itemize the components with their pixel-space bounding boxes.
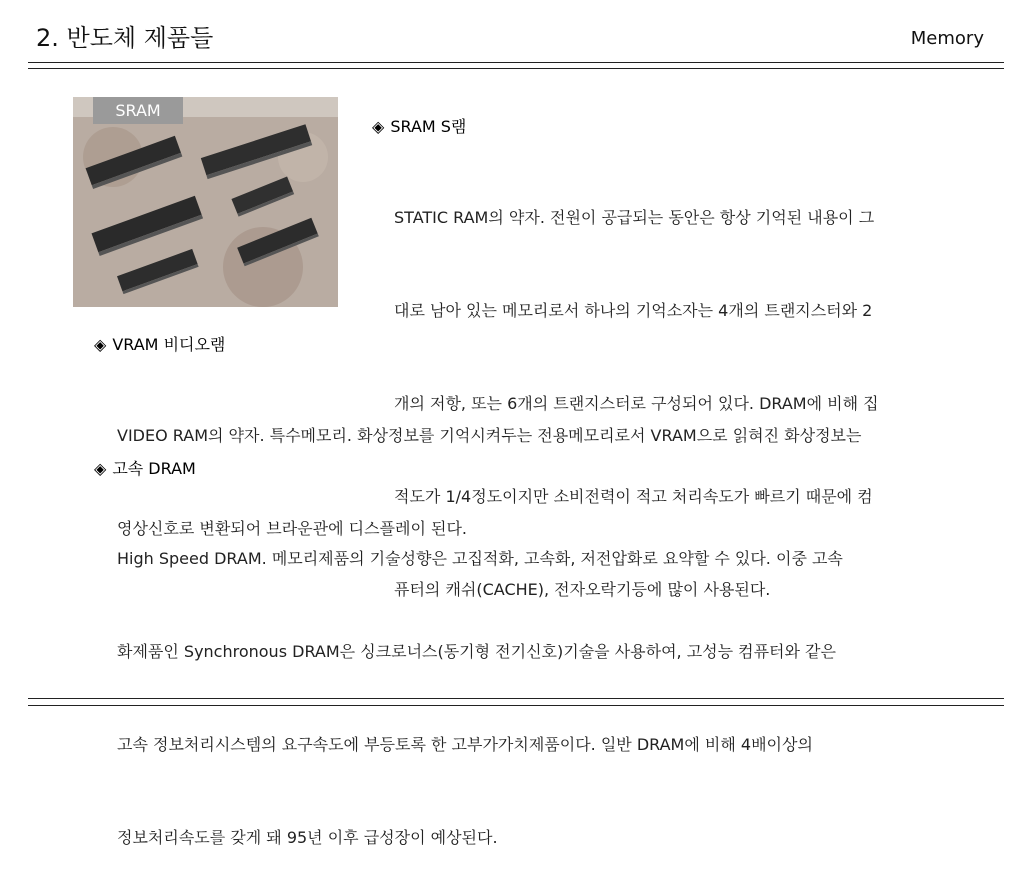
vram-title: VRAM 비디오램	[112, 335, 226, 354]
sram-chip-photo	[73, 97, 338, 307]
diamond-bullet-icon: ◈	[94, 335, 107, 354]
top-divider	[28, 62, 1004, 63]
text-line: 적도가 1/4정도이지만 소비전력이 적고 처리속도가 빠르기 때문에 컴	[394, 487, 873, 506]
diamond-bullet-icon: ◈	[372, 117, 385, 136]
chip-illustration	[73, 97, 338, 307]
text-line: 정보처리속도를 갖게 돼 95년 이후 급성장이 예상된다.	[117, 828, 498, 847]
text-line: 화제품인 Synchronous DRAM은 싱크로너스(동기형 전기신호)기술을 사용하여, 고성능 컴퓨터와 같은	[117, 642, 836, 661]
section-label: Memory	[910, 28, 984, 49]
photo-label: SRAM	[93, 97, 183, 124]
text-line: 영상신호로 변환되어 브라운관에 디스플레이 된다.	[117, 519, 468, 538]
dram-description	[117, 481, 843, 884]
text-line: 개의 저항, 또는 6개의 트랜지스터로 구성되어 있다. DRAM에 비해 집	[394, 394, 879, 413]
bottom-divider-secondary	[28, 705, 1004, 706]
text-line: STATIC RAM의 약자. 전원이 공급되는 동안은 항상 기억된 내용이 그	[394, 208, 875, 227]
diamond-bullet-icon: ◈	[94, 459, 107, 478]
bottom-divider	[28, 698, 1004, 699]
vram-heading	[94, 332, 225, 355]
text-line: High Speed DRAM. 메모리제품의 기술성향은 고집적화, 고속화, 저전압화로 요약할 수 있다. 이중 고속	[117, 549, 843, 568]
text-line: 고속 정보처리시스템의 요구속도에 부등토록 한 고부가가치제품이다. 일반 DRAM에 비해 4배이상의	[117, 735, 813, 754]
top-divider-secondary	[28, 68, 1004, 69]
dram-heading	[94, 456, 196, 479]
page-title: 2. 반도체 제품들	[36, 24, 214, 52]
dram-title: 고속 DRAM	[112, 459, 196, 478]
text-line: 대로 남아 있는 메모리로서 하나의 기억소자는 4개의 트랜지스터와 2	[394, 301, 873, 320]
sram-title: SRAM S램	[390, 117, 467, 136]
text-line: 퓨터의 캐쉬(CACHE), 전자오락기등에 많이 사용된다.	[394, 580, 771, 599]
text-line: VIDEO RAM의 약자. 특수메모리. 화상정보를 기억시켜두는 전용메모리로서 VRAM으로 읽혀진 화상정보는	[117, 426, 862, 445]
sram-heading	[372, 114, 466, 137]
